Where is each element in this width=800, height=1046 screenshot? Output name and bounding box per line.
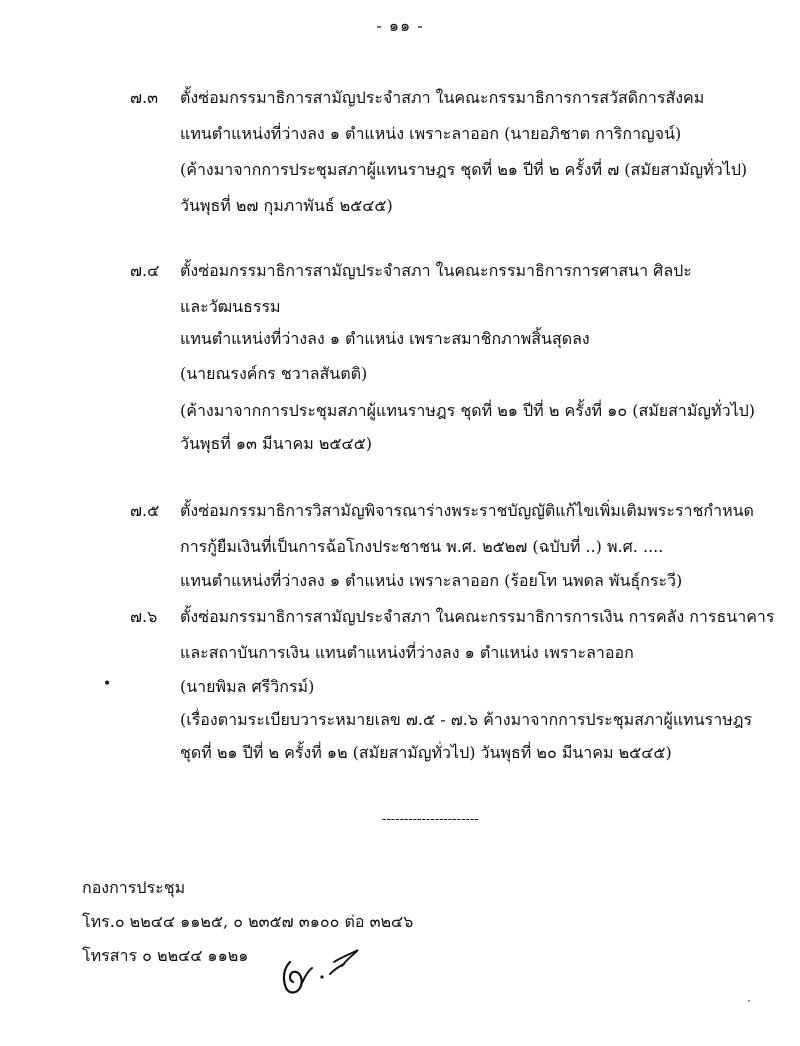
- item-line: และวัฒนธรรม: [180, 297, 281, 316]
- item-line: (ค้างมาจากการประชุมสภาผู้แทนราษฎร ชุดที่ ๒๑ ปีที่ ๒ ครั้งที่ ๗ (สมัยสามัญทั่วไป): [180, 160, 748, 179]
- fax-number: โทรสาร ๐ ๒๒๔๔ ๑๑๒๑: [82, 946, 249, 965]
- handwritten-signature: [276, 944, 376, 1004]
- item-number: ๗.๖: [130, 607, 158, 626]
- item-line: และสถาบันการเงิน แทนตำแหน่งที่ว่างลง ๑ ตำแหน่ง เพราะลาออก: [180, 643, 634, 662]
- office-name: กองการประชุม: [82, 878, 186, 897]
- item-line: (นายณรงค์กร ชวาลสันตติ): [180, 364, 368, 383]
- item-line: ชุดที่ ๒๑ ปีที่ ๒ ครั้งที่ ๑๒ (สมัยสามัญทั่วไป) วันพุธที่ ๒๐ มีนาคม ๒๕๔๕): [180, 743, 672, 762]
- phone-numbers: โทร.๐ ๒๒๔๔ ๑๑๒๕, ๐ ๒๓๕๗ ๓๑๐๐ ต่อ ๓๒๔๖: [82, 912, 414, 931]
- item-line: (ค้างมาจากการประชุมสภาผู้แทนราษฎร ชุดที่ ๒๑ ปีที่ ๒ ครั้งที่ ๑๐ (สมัยสามัญทั่วไป): [180, 401, 756, 420]
- item-number: ๗.๕: [130, 501, 160, 520]
- item-line: แทนตำแหน่งที่ว่างลง ๑ ตำแหน่ง เพราะลาออก (นายอภิชาต การิกาญจน์): [180, 124, 682, 143]
- item-line: (นายพิมล ศรีวิกรม์): [180, 677, 315, 696]
- item-line: ตั้งซ่อมกรรมาธิการสามัญประจำสภา ในคณะกรรมาธิการการศาสนา ศิลปะ: [180, 261, 692, 280]
- item-number: ๗.๔: [130, 261, 160, 280]
- item-line: แทนตำแหน่งที่ว่างลง ๑ ตำแหน่ง เพราะลาออก (ร้อยโท นพดล พันธุ์กระวี): [180, 571, 683, 590]
- item-number: ๗.๓: [130, 88, 159, 107]
- item-line: ตั้งซ่อมกรรมาธิการวิสามัญพิจารณาร่างพระราชบัญญัติแก้ไขเพิ่มเติมพระราชกำหนด: [180, 501, 754, 520]
- scan-speck: [748, 1000, 750, 1002]
- item-line: แทนตำแหน่งที่ว่างลง ๑ ตำแหน่ง เพราะสมาชิกภาพสิ้นสุดลง: [180, 329, 590, 348]
- item-line: การกู้ยืมเงินที่เป็นการฉ้อโกงประชาชน พ.ศ. ๒๕๒๗ (ฉบับที่ ..) พ.ศ. ....: [180, 537, 664, 556]
- item-line: วันพุธที่ ๒๗ กุมภาพันธ์ ๒๕๔๕): [180, 196, 393, 215]
- item-line: (เรื่องตามระเบียบวาระหมายเลข ๗.๕ - ๗.๖ ค้างมาจากการประชุมสภาผู้แทนราษฎร: [180, 710, 753, 729]
- item-line: วันพุธที่ ๑๓ มีนาคม ๒๕๔๕): [180, 434, 372, 453]
- item-line: ตั้งซ่อมกรรมาธิการสามัญประจำสภา ในคณะกรรมาธิการการเงิน การคลัง การธนาคาร: [180, 607, 775, 626]
- item-line: ตั้งซ่อมกรรมาธิการสามัญประจำสภา ในคณะกรรมาธิการการสวัสดิการสังคม: [180, 88, 705, 107]
- stray-dot: •: [103, 676, 112, 692]
- page-number: - ๑๑ -: [376, 16, 424, 35]
- divider: ----------------------: [382, 812, 479, 827]
